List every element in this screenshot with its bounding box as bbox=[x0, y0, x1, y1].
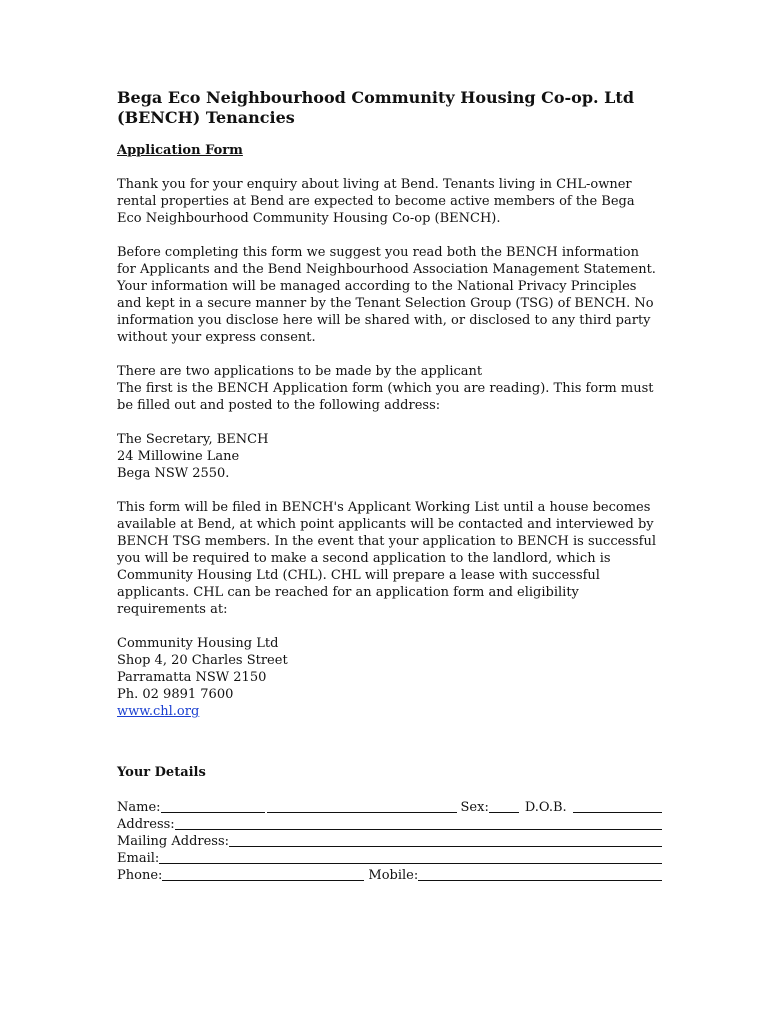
title-line-1: Bega Eco Neighbourhood Community Housing Co-op. Ltd bbox=[117, 88, 635, 107]
filing-line: Community Housing Ltd (CHL). CHL will prepare a lease with successful bbox=[117, 568, 600, 583]
filing-line: you will be required to make a second application to the landlord, which is bbox=[117, 551, 611, 566]
sex-field[interactable] bbox=[489, 799, 519, 813]
mobile-label: Mobile: bbox=[368, 868, 419, 883]
intro-line: Thank you for your enquiry about living at Bend. Tenants living in CHL-owner bbox=[117, 177, 632, 192]
address-row bbox=[117, 816, 662, 833]
filing-line: This form will be filed in BENCH's Applicant Working List until a house becomes bbox=[117, 500, 651, 515]
bench-postal-address bbox=[117, 431, 662, 482]
intro-paragraph bbox=[117, 176, 662, 227]
privacy-line: Before completing this form we suggest you read both the BENCH information bbox=[117, 245, 639, 260]
mobile-field[interactable] bbox=[418, 867, 662, 881]
address-line: The Secretary, BENCH bbox=[117, 432, 269, 447]
title-line-2: (BENCH) Tenancies bbox=[117, 108, 295, 127]
chl-contact-line: Parramatta NSW 2150 bbox=[117, 670, 267, 685]
filing-line: applicants. CHL can be reached for an application form and eligibility bbox=[117, 585, 579, 600]
applications-line: be filled out and posted to the following address: bbox=[117, 398, 441, 413]
phone-label: Phone: bbox=[117, 868, 163, 883]
email-field[interactable] bbox=[159, 850, 662, 864]
your-details-form bbox=[117, 799, 662, 884]
address-line: Bega NSW 2550. bbox=[117, 466, 230, 481]
email-row bbox=[117, 850, 662, 867]
privacy-line: Your information will be managed according to the National Privacy Principles bbox=[117, 279, 637, 294]
address-field[interactable] bbox=[175, 816, 662, 830]
filing-paragraph bbox=[117, 499, 662, 618]
intro-line: Eco Neighbourhood Community Housing Co-op (BENCH). bbox=[117, 211, 501, 226]
privacy-line: for Applicants and the Bend Neighbourhood Association Management Statement. bbox=[117, 262, 656, 277]
applications-line: The first is the BENCH Application form (which you are reading). This form must bbox=[117, 381, 654, 396]
name-row bbox=[117, 799, 662, 816]
dob-label: D.O.B. bbox=[524, 800, 567, 815]
dob-field[interactable] bbox=[573, 799, 662, 813]
phone-field[interactable] bbox=[162, 867, 364, 881]
privacy-line: without your express consent. bbox=[117, 330, 316, 345]
name-field-part1[interactable] bbox=[161, 799, 265, 813]
privacy-line: information you disclose here will be shared with, or disclosed to any third party bbox=[117, 313, 651, 328]
chl-contact-line: Community Housing Ltd bbox=[117, 636, 279, 651]
chl-website-link[interactable]: www.chl.org bbox=[117, 704, 200, 719]
filing-line: requirements at: bbox=[117, 602, 228, 617]
applications-paragraph bbox=[117, 363, 662, 414]
address-line: 24 Millowine Lane bbox=[117, 449, 240, 464]
name-label: Name: bbox=[117, 800, 161, 815]
mailing-address-row bbox=[117, 833, 662, 850]
document-content bbox=[117, 88, 662, 884]
mailing-address-label: Mailing Address: bbox=[117, 834, 230, 849]
name-field-part2[interactable] bbox=[267, 799, 457, 813]
phone-row bbox=[117, 867, 662, 884]
applications-line: There are two applications to be made by the applicant bbox=[117, 364, 483, 379]
privacy-line: and kept in a secure manner by the Tenant Selection Group (TSG) of BENCH. No bbox=[117, 296, 654, 311]
mailing-address-field[interactable] bbox=[229, 833, 662, 847]
chl-contact-block bbox=[117, 635, 662, 720]
intro-line: rental properties at Bend are expected to become active members of the Bega bbox=[117, 194, 635, 209]
privacy-paragraph bbox=[117, 244, 662, 346]
chl-phone: Ph. 02 9891 7600 bbox=[117, 687, 234, 702]
chl-contact-line: Shop 4, 20 Charles Street bbox=[117, 653, 288, 668]
filing-line: available at Bend, at which point applicants will be contacted and interviewed by bbox=[117, 517, 654, 532]
application-form-heading: Application Form bbox=[117, 143, 243, 158]
document-title bbox=[117, 88, 662, 128]
filing-line: BENCH TSG members. In the event that your application to BENCH is successful bbox=[117, 534, 656, 549]
sex-label: Sex: bbox=[460, 800, 489, 815]
email-label: Email: bbox=[117, 851, 160, 866]
address-label: Address: bbox=[117, 817, 175, 832]
your-details-heading: Your Details bbox=[117, 765, 206, 780]
